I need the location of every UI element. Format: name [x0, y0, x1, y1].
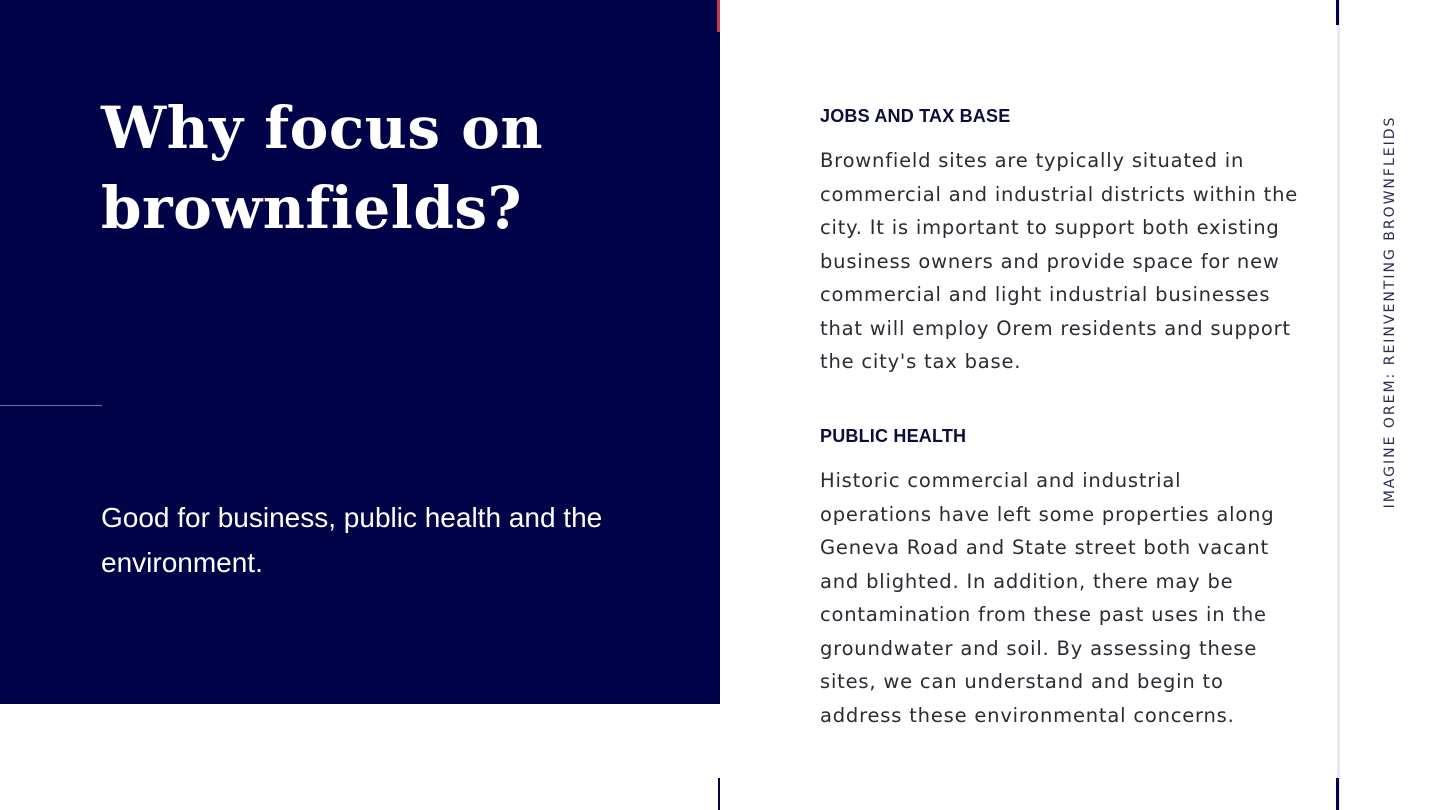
section-heading: JOBS AND TAX BASE: [820, 106, 1011, 126]
section-heading: PUBLIC HEALTH: [820, 426, 967, 446]
tick-mark-top-right: [1336, 0, 1339, 25]
section-jobs-tax-base: [820, 104, 1300, 379]
divider-line: [0, 405, 102, 406]
tick-mark-bottom-right: [1336, 778, 1339, 810]
accent-bar-top: [717, 0, 720, 32]
section-public-health: [820, 424, 1300, 732]
vertical-rule: [1337, 0, 1340, 810]
section-body: Brownfield sites are typically situated in commercial and industrial districts within the city. It is important to support both existing business owners and provide space for new commercial and light industrial businesses that will employ Orem residents and support the city's tax base.: [820, 149, 1299, 373]
slide-subtitle: Good for business, public health and the environment.: [101, 502, 603, 578]
slide-title: Why focus on brownfields?: [101, 94, 544, 242]
side-label: IMAGINE OREM: REINVENTING BROWNFLEIDS: [1382, 115, 1398, 509]
tick-mark-bottom-left: [718, 778, 720, 810]
title-panel: [0, 0, 720, 704]
section-body: Historic commercial and industrial operations have left some properties along Geneva Road and State street both vacant and blighted. In addition, there may be contamination from these past uses in the groundwater and soil. By assessing these sites, we can understand and begin to address these environmental concerns.: [820, 469, 1275, 727]
